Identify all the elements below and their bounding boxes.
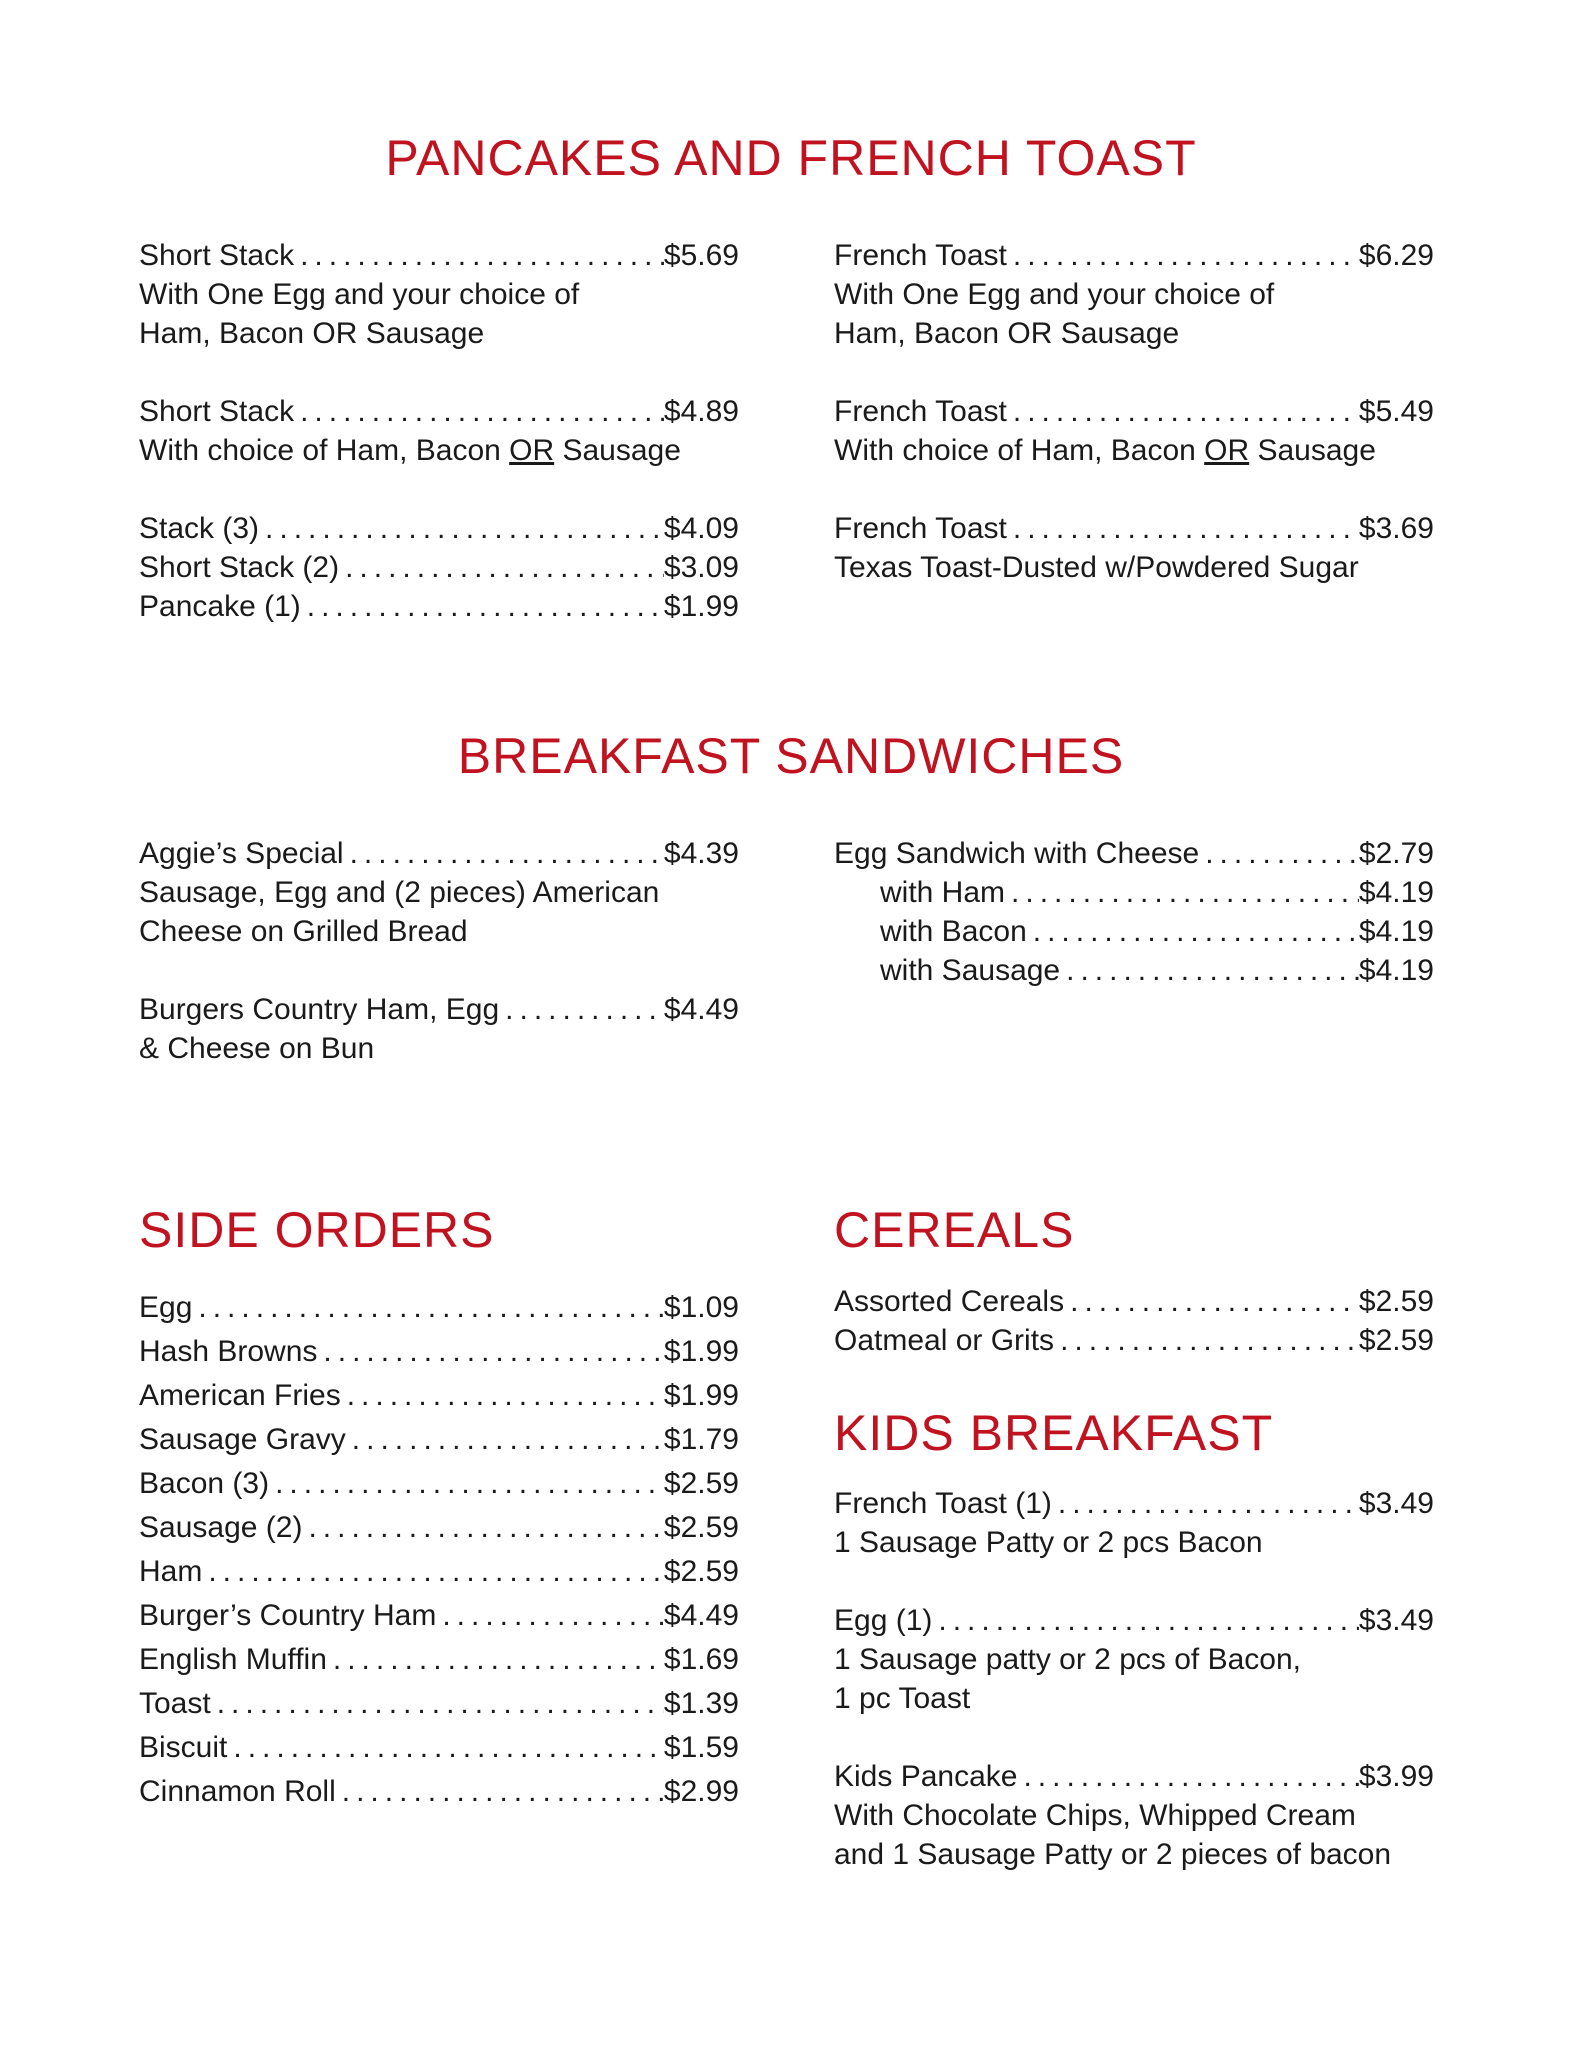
kids-breakfast-heading: KIDS BREAKFAST: [834, 1405, 1274, 1461]
item-name: Biscuit: [139, 1731, 228, 1764]
menu-item: [139, 1330, 739, 1374]
item-price: $1.99: [663, 590, 739, 623]
menu-item: [139, 1462, 739, 1506]
item-name: French Toast: [834, 239, 1007, 272]
item-price: $2.79: [1358, 837, 1434, 870]
item-price: $4.19: [1358, 954, 1434, 987]
item-name: Toast: [139, 1687, 211, 1720]
item-price: $5.49: [1358, 395, 1434, 428]
item-price: $2.59: [663, 1467, 739, 1500]
item-description: and 1 Sausage Patty or 2 pieces of bacon: [834, 1838, 1392, 1871]
item-name: Aggie’s Special: [139, 837, 344, 870]
cereals-list: [834, 1282, 1434, 1360]
menu-item: [834, 1484, 1434, 1562]
item-price: $4.09: [663, 512, 739, 545]
item-description: With One Egg and your choice of: [834, 278, 1275, 311]
item-name: Bacon (3): [139, 1467, 270, 1500]
item-price: $6.29: [1358, 239, 1434, 272]
menu-item: [139, 1726, 739, 1770]
item-name: French Toast (1): [834, 1487, 1052, 1520]
item-name: Ham: [139, 1555, 203, 1588]
item-description: Sausage, Egg and (2 pieces) American: [139, 876, 660, 909]
menu-item: [139, 1374, 739, 1418]
item-name: with Sausage: [880, 954, 1061, 987]
item-price: $5.69: [663, 239, 739, 272]
item-name: with Ham: [880, 876, 1006, 909]
item-price: $2.99: [663, 1775, 739, 1808]
item-price: $3.69: [1358, 512, 1434, 545]
menu-item: [834, 912, 1434, 951]
menu-item: [139, 548, 739, 587]
sandwiches-left-column: [139, 834, 739, 1068]
item-price: $1.69: [663, 1643, 739, 1676]
item-description: With choice of Ham, Bacon OR Sausage: [834, 434, 1376, 467]
item-name: Sausage (2): [139, 1511, 303, 1544]
side-orders-heading: SIDE ORDERS: [139, 1202, 495, 1258]
item-description: Ham, Bacon OR Sausage: [834, 317, 1180, 350]
menu-item: [139, 1506, 739, 1550]
item-price: $2.59: [663, 1555, 739, 1588]
item-price: $4.39: [663, 837, 739, 870]
item-name: Egg: [139, 1291, 193, 1324]
menu-item: [139, 509, 739, 548]
item-price: $1.39: [663, 1687, 739, 1720]
menu-item: [834, 951, 1434, 990]
menu-item: [834, 1757, 1434, 1874]
item-name: Kids Pancake: [834, 1760, 1018, 1793]
item-description: 1 Sausage Patty or 2 pcs Bacon: [834, 1526, 1263, 1559]
cereals-heading: CEREALS: [834, 1202, 1075, 1258]
item-price: $4.89: [663, 395, 739, 428]
item-price: $4.19: [1358, 915, 1434, 948]
menu-item: [834, 1282, 1434, 1321]
sandwiches-heading: BREAKFAST SANDWICHES: [457, 728, 1125, 784]
item-price: $3.49: [1358, 1604, 1434, 1637]
item-price: $3.49: [1358, 1487, 1434, 1520]
menu-item: [834, 236, 1434, 353]
item-price: $1.59: [663, 1731, 739, 1764]
item-description: 1 Sausage patty or 2 pcs of Bacon,: [834, 1643, 1301, 1676]
item-name: American Fries: [139, 1379, 341, 1412]
item-name: English Muffin: [139, 1643, 327, 1676]
item-price: $4.19: [1358, 876, 1434, 909]
item-price: $3.09: [663, 551, 739, 584]
menu-item: [139, 834, 739, 951]
item-name: Burger’s Country Ham: [139, 1599, 437, 1632]
menu-item: [834, 1601, 1434, 1718]
item-name: Short Stack: [139, 395, 295, 428]
item-price: $1.79: [663, 1423, 739, 1456]
item-name: Short Stack: [139, 239, 295, 272]
item-description: Ham, Bacon OR Sausage: [139, 317, 485, 350]
item-name: Short Stack (2): [139, 551, 340, 584]
item-name: Stack (3): [139, 512, 260, 545]
item-name: with Bacon: [880, 915, 1027, 948]
side-orders-list: [139, 1286, 739, 1814]
kids-breakfast-list: [834, 1484, 1434, 1874]
item-name: Assorted Cereals: [834, 1285, 1065, 1318]
item-name: Sausage Gravy: [139, 1423, 346, 1456]
menu-item: [834, 509, 1434, 587]
item-description: Cheese on Grilled Bread: [139, 915, 468, 948]
menu-item: [139, 1638, 739, 1682]
menu-item: [139, 1418, 739, 1462]
sandwiches-right-column: [834, 834, 1434, 990]
menu-item: [139, 1594, 739, 1638]
item-description: With choice of Ham, Bacon OR Sausage: [139, 434, 681, 467]
menu-item: [139, 1770, 739, 1814]
item-name: Egg Sandwich with Cheese: [834, 837, 1200, 870]
menu-item: [139, 1682, 739, 1726]
item-name: Oatmeal or Grits: [834, 1324, 1055, 1357]
item-price: $2.59: [1358, 1285, 1434, 1318]
menu-item: [834, 392, 1434, 470]
item-description: With Chocolate Chips, Whipped Cream: [834, 1799, 1356, 1832]
pancakes-left-column: [139, 236, 739, 626]
item-description: & Cheese on Bun: [139, 1032, 375, 1065]
item-price: $1.09: [663, 1291, 739, 1324]
menu-item: [139, 1550, 739, 1594]
menu-item: [834, 873, 1434, 912]
menu-item: [139, 587, 739, 626]
item-price: $3.99: [1358, 1760, 1434, 1793]
menu-item: [139, 236, 739, 353]
pancakes-right-column: [834, 236, 1434, 587]
item-price: $1.99: [663, 1335, 739, 1368]
item-price: $4.49: [663, 993, 739, 1026]
menu-item: [139, 1286, 739, 1330]
menu-item: [139, 990, 739, 1068]
item-price: $1.99: [663, 1379, 739, 1412]
item-price: $2.59: [1358, 1324, 1434, 1357]
item-description: Texas Toast-Dusted w/Powdered Sugar: [834, 551, 1359, 584]
item-name: French Toast: [834, 395, 1007, 428]
menu-item: [834, 1321, 1434, 1360]
menu-item: [834, 834, 1434, 873]
item-name: Pancake (1): [139, 590, 301, 623]
item-price: $2.59: [663, 1511, 739, 1544]
item-price: $4.49: [663, 1599, 739, 1632]
item-name: Hash Browns: [139, 1335, 318, 1368]
item-name: Egg (1): [834, 1604, 933, 1637]
item-description: With One Egg and your choice of: [139, 278, 580, 311]
pancakes-heading: PANCAKES AND FRENCH TOAST: [385, 130, 1197, 186]
item-description: 1 pc Toast: [834, 1682, 971, 1715]
menu-item: [139, 392, 739, 470]
item-name: French Toast: [834, 512, 1007, 545]
item-name: Burgers Country Ham, Egg: [139, 993, 500, 1026]
item-name: Cinnamon Roll: [139, 1775, 336, 1808]
